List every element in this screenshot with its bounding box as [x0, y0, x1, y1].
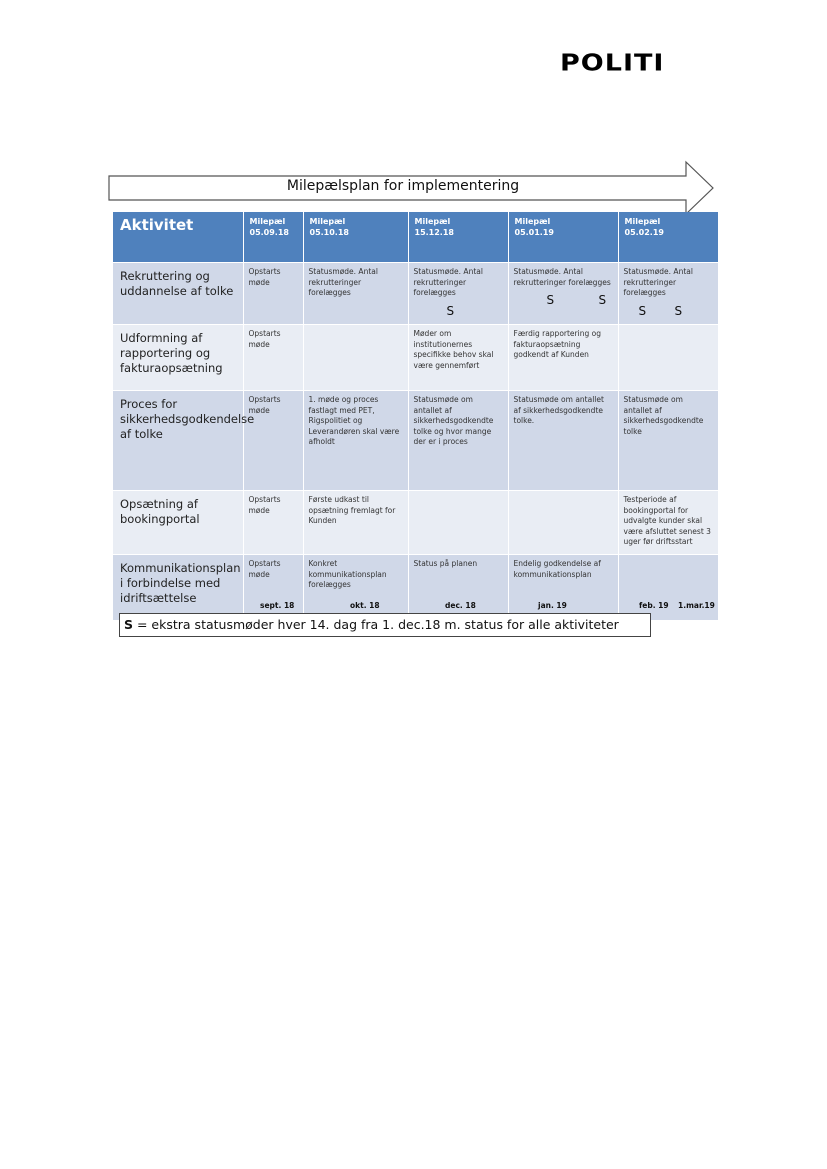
table-cell: [618, 263, 718, 325]
table-cell: [618, 325, 718, 391]
month-label: okt. 18: [350, 601, 380, 610]
activity-cell: [113, 391, 255, 491]
cell-text: [509, 491, 618, 499]
month-label: dec. 18: [445, 601, 476, 610]
table-cell: [508, 325, 618, 391]
table-cell: [243, 325, 303, 391]
table-header-row: [113, 212, 718, 263]
milestone-arrow: [108, 160, 716, 216]
table-cell: [508, 391, 618, 491]
cell-text: [619, 555, 718, 563]
table-cell: [508, 491, 618, 555]
cell-text: Opstarts møde: [248, 267, 281, 287]
header-milestone: [408, 212, 508, 263]
cell-text: Statusmøde om antallet af sikkerhedsgodkendte tolke.: [513, 395, 604, 425]
milestone-date: 05.01.19: [514, 228, 554, 237]
cell-text: 1. møde og proces fastlagt med PET, Rigspolitiet og Leverandøren skal være afholdt: [308, 395, 400, 446]
table-row: [113, 555, 718, 621]
table-row: [113, 325, 718, 391]
legend-s: S: [124, 617, 134, 632]
cell-text: [619, 325, 718, 333]
status-mark: S: [674, 303, 683, 318]
cell-text: Opstarts møde: [248, 329, 281, 349]
cell-text: Konkret kommunikationsplan forelægges: [308, 559, 387, 589]
arrow-title: Milepælsplan for implementering: [286, 178, 520, 194]
table-cell: [408, 325, 508, 391]
table-cell: [618, 555, 718, 621]
table-cell: [303, 555, 408, 621]
table-cell: [508, 555, 618, 621]
table-row: [113, 491, 718, 555]
month-label: sept. 18: [260, 601, 295, 610]
status-mark: S: [546, 293, 555, 307]
activity-label: Kommunikationsplan i forbindelse med idriftsættelse: [120, 561, 241, 605]
cell-text: Statusmøde. Antal rekrutteringer forelægges: [513, 267, 611, 287]
milestone-label: Milepæl: [249, 217, 286, 226]
table-cell: [303, 391, 408, 491]
month-label: jan. 19: [538, 601, 567, 610]
table-cell: [408, 263, 508, 325]
politi-logo: POLITI: [560, 50, 665, 77]
table-cell: [408, 491, 508, 555]
activity-label: Opsætning af bookingportal: [120, 497, 200, 526]
activity-cell: [113, 325, 243, 391]
legend-text: = ekstra statusmøder hver 14. dag fra 1. dec.18 m. status for alle aktiviteter: [133, 617, 619, 632]
header-activity-label: Aktivitet: [120, 216, 194, 234]
activity-label: Udformning af rapportering og fakturaopsætning: [120, 331, 223, 375]
table-cell: [408, 555, 508, 621]
cell-text: Status på planen: [413, 559, 478, 568]
legend-box: [119, 613, 651, 637]
table-row: [113, 263, 718, 325]
table-cell: [508, 263, 618, 325]
cell-text: Opstarts møde: [248, 559, 281, 579]
cell-text: [409, 491, 508, 499]
status-marks: [409, 304, 508, 318]
header-activity: [113, 212, 243, 263]
milestone-table: [113, 212, 719, 621]
activity-cell: [113, 263, 243, 325]
header-milestone: [508, 212, 618, 263]
table-cell: [618, 391, 718, 491]
cell-text: Opstarts møde: [248, 395, 281, 415]
milestone-label: Milepæl: [414, 217, 451, 226]
table-cell: [243, 391, 303, 491]
cell-text: Statusmøde. Antal rekrutteringer forelægges: [623, 267, 693, 297]
status-mark: S: [598, 293, 607, 307]
cell-text: Første udkast til opsætning fremlagt for Kunden: [308, 495, 396, 525]
table-row: [113, 391, 718, 491]
activity-label: Rekruttering og uddannelse af tolke: [120, 269, 234, 298]
status-mark: S: [638, 303, 647, 318]
activity-label: Proces for sikkerhedsgodkendelse af tolke: [120, 397, 255, 441]
cell-text: [304, 325, 408, 333]
table-cell: [243, 555, 303, 621]
status-marks: [619, 304, 718, 318]
table-cell: [408, 391, 508, 491]
cell-text: Endelig godkendelse af kommunikationsplan: [513, 559, 601, 579]
table-cell: [243, 491, 303, 555]
cell-text: Færdig rapportering og fakturaopsætning godkendt af Kunden: [513, 329, 601, 359]
cell-text: Statusmøde. Antal rekrutteringer forelægges: [413, 267, 483, 297]
status-marks: [509, 293, 618, 307]
month-label: feb. 19: [639, 601, 669, 610]
cell-text: Statusmøde. Antal rekrutteringer forelægges: [308, 267, 378, 297]
milestone-date: 05.09.18: [249, 228, 289, 237]
table-cell: [303, 263, 408, 325]
table-cell: [303, 325, 408, 391]
table-cell: [243, 263, 303, 325]
table-cell: [618, 491, 718, 555]
cell-text: Statusmøde om antallet af sikkerhedsgodkendte tolke: [623, 395, 704, 436]
header-milestone: [243, 212, 303, 263]
header-milestone: [618, 212, 718, 263]
milestone-label: Milepæl: [624, 217, 661, 226]
milestone-date: 05.02.19: [624, 228, 664, 237]
cell-text: Opstarts møde: [248, 495, 281, 515]
cell-text: Møder om institutionernes specifikke behov skal være gennemført: [413, 329, 494, 370]
milestone-date: 05.10.18: [309, 228, 349, 237]
cell-text: Testperiode af bookingportal for udvalgte kunder skal være afsluttet senest 3 uger før driftsstart: [623, 495, 711, 546]
milestone-date: 15.12.18: [414, 228, 454, 237]
activity-cell: [113, 491, 243, 555]
milestone-label: Milepæl: [514, 217, 551, 226]
status-mark: S: [446, 303, 455, 318]
milestone-label: Milepæl: [309, 217, 346, 226]
cell-text: Statusmøde om antallet af sikkerhedsgodkendte tolke og hvor mange der er i proces: [413, 395, 494, 446]
activity-cell: [113, 555, 243, 621]
header-milestone: [303, 212, 408, 263]
month-label: 1.mar.19: [678, 601, 715, 610]
table-cell: [303, 491, 408, 555]
